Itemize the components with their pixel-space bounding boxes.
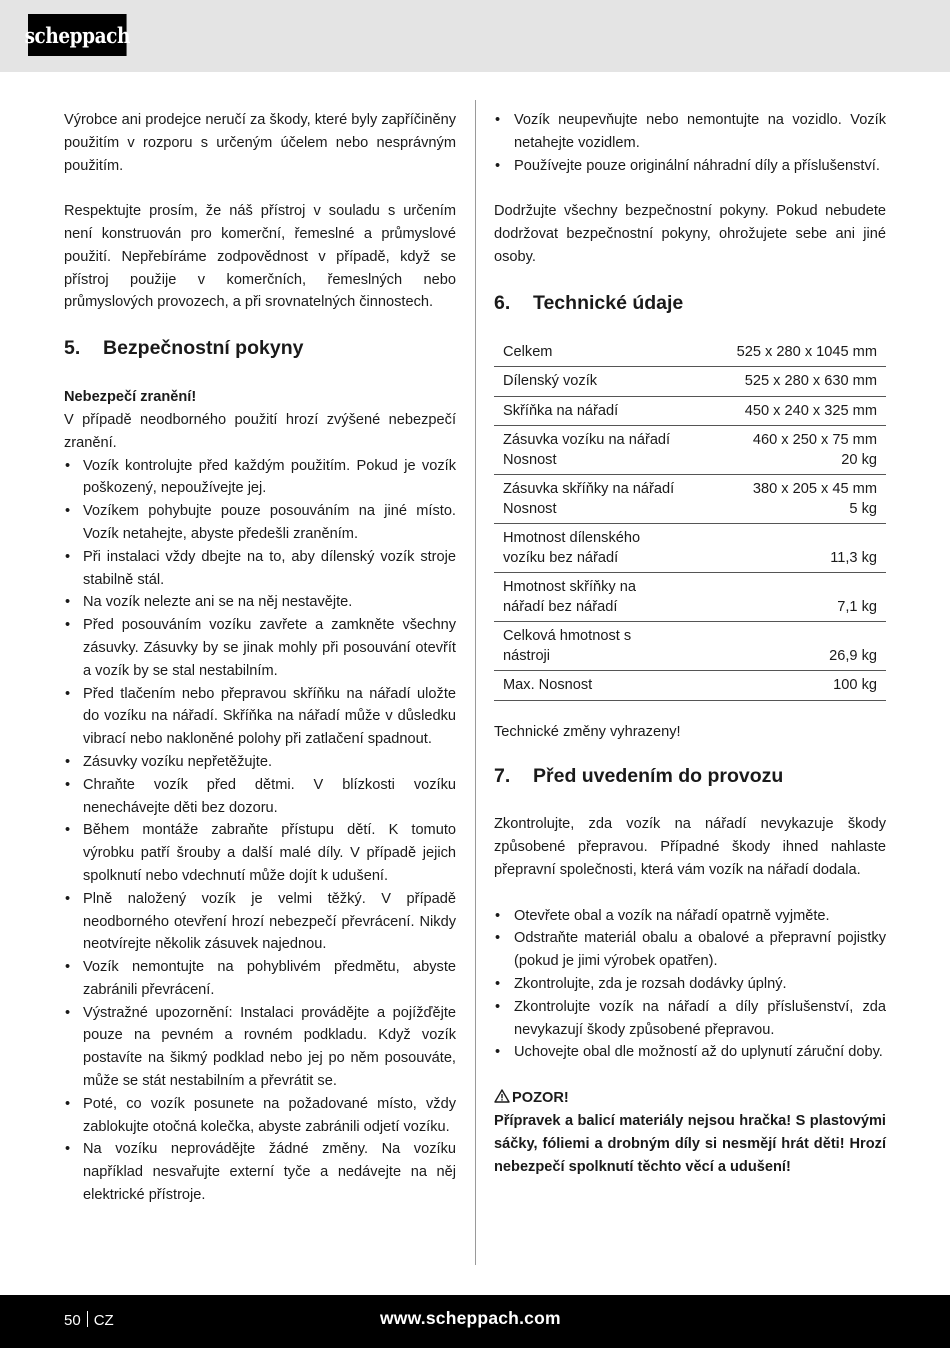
page-footer [0, 1295, 950, 1348]
spec-label-line: nářadí bez nářadí [503, 598, 618, 615]
table-row [494, 671, 886, 701]
list-item: • Na vozíku neprovádějte žádné změny. Na vozíku například nesvařujte externí tyče a nedávejte na něj elektrické přístroje. [64, 1138, 456, 1206]
section-number: 6. [494, 291, 511, 314]
website-link[interactable]: www.scheppach.com [380, 1308, 561, 1328]
list-item: • Poté, co vozík posunete na požadované místo, vždy zablokujte otočná kolečka, abyste zabránili odjetí vozíku. [64, 1093, 456, 1139]
section-title: Technické údaje [533, 291, 684, 314]
list-item: • Vozík neupevňujte nebo nemontujte na vozidlo. Vozík netahejte vozidlem. [494, 109, 886, 155]
spec-value-line: 11,3 kg [830, 549, 877, 566]
spec-label [494, 622, 707, 671]
list-item: • Používejte pouze originální náhradní díly a příslušenství. [494, 155, 886, 178]
safety-bullet-list-continued [494, 109, 886, 177]
spec-value [707, 671, 886, 701]
list-item: • Plně naložený vozík je velmi těžký. V případě neodborného otevření hrozí nebezpečí převrácení. Nikdy neotvírejte několik zásuvek najednou. [64, 888, 456, 956]
spec-value-line: 7,1 kg [837, 598, 877, 615]
spec-value [707, 475, 886, 524]
spec-value [707, 573, 886, 622]
spec-value [707, 524, 886, 573]
intended-use-paragraph: Respektujte prosím, že náš přístroj v souladu s určením není konstruován pro komerční, řemeslné a průmyslové použití. Nepřebíráme zodpovědnost v případě, když se přístroj použije v komerčních, řemeslných nebo průmyslových provozech, a při srovnatelných činnostech. [64, 203, 456, 311]
spec-label-line: Dílenský vozík [503, 373, 598, 390]
table-row [494, 475, 886, 524]
warning-triangle-icon [494, 1089, 510, 1103]
caution-heading [494, 1087, 886, 1110]
spec-value-line: 525 x 280 x 1045 mm [736, 343, 877, 360]
table-row [494, 396, 886, 426]
spec-value-line: 26,9 kg [829, 647, 877, 664]
danger-text: V případě neodborného použití hrozí zvýšené nebezpečí zranění. [64, 411, 456, 451]
spec-label [494, 338, 707, 367]
spec-value [707, 426, 886, 475]
list-item: • Odstraňte materiál obalu a obalové a přepravní pojistky (pokud je jimi výrobek opatřen). [494, 927, 886, 973]
spec-value-line: 460 x 250 x 75 mm [752, 432, 877, 449]
spec-label-line: Celkem [503, 343, 553, 360]
spec-value-line: 380 x 205 x 45 mm [752, 481, 877, 498]
right-column [494, 109, 886, 1178]
table-row [494, 338, 886, 367]
section-number: 7. [494, 765, 511, 788]
scheppach-logo: scheppach [28, 14, 127, 56]
list-item: • Před tlačením nebo přepravou skříňku na nářadí uložte do vozíku na nářadí. Skříňka na nářadí může v důsledku vibrací nebo nakloněné polohy při zatlačení spadnout. [64, 683, 456, 751]
list-item: • Uchovejte obal dle možností až do uplynutí záruční doby. [494, 1041, 886, 1064]
spec-label-line: Zásuvka skříňky na nářadí [503, 481, 675, 498]
page-number: 50 [64, 1312, 81, 1329]
spec-value [707, 338, 886, 367]
table-row [494, 524, 886, 573]
caution-title: POZOR! [512, 1090, 569, 1107]
spec-value [707, 367, 886, 397]
language-code: CZ [93, 1312, 114, 1329]
list-item: • Před posouváním vozíku zavřete a zamkněte všechny zásuvky. Zásuvky by se jinak mohly při posouvání otevřít a vozík by se stal nestabilním. [64, 614, 456, 682]
spec-label [494, 426, 707, 475]
spec-label-line: vozíku bez nářadí [503, 549, 619, 566]
unpacking-bullet-list [494, 905, 886, 1065]
technical-data-table [494, 338, 886, 701]
table-row [494, 622, 886, 671]
spec-label-line: Hmotnost skříňky na [503, 579, 637, 596]
spec-label-line: Nosnost [503, 500, 557, 517]
spec-label-line: Max. Nosnost [503, 677, 593, 694]
spec-label-line: Hmotnost dílenského [503, 530, 641, 547]
section-7-heading [494, 763, 886, 789]
spec-label [494, 396, 707, 426]
safety-bullet-list [64, 455, 456, 1207]
safety-compliance-paragraph: Dodržujte všechny bezpečnostní pokyny. Pokud nebudete dodržovat bezpečnostní pokyny, ohrožujete sebe ani jiné osoby. [494, 203, 886, 265]
spec-value-line: 5 kg [849, 500, 877, 517]
section-6-heading [494, 290, 886, 316]
spec-label [494, 524, 707, 573]
technical-changes-note: Technické změny vyhrazeny! [494, 723, 681, 740]
section-title: Před uvedením do provozu [533, 765, 784, 788]
spec-label-line: Skříňka na nářadí [503, 402, 619, 419]
list-item: • Vozík kontrolujte před každým použitím. Pokud je vozík poškozený, nepoužívejte jej. [64, 455, 456, 501]
list-item: • Zkontrolujte, zda je rozsah dodávky úplný. [494, 973, 886, 996]
spec-label-line: Nosnost [503, 451, 557, 468]
spec-label [494, 367, 707, 397]
section-number: 5. [64, 337, 81, 360]
list-item: • Zkontrolujte vozík na nářadí a díly příslušenství, zda nevykazují škody způsobené přepravou. [494, 996, 886, 1042]
danger-title: Nebezpečí zranění! [64, 389, 197, 406]
page-number-label [64, 1311, 114, 1329]
spec-value-line: 20 kg [841, 451, 877, 468]
column-divider [475, 100, 476, 1265]
section-5-heading [64, 335, 456, 361]
section-title: Bezpečnostní pokyny [103, 337, 304, 360]
spec-label-line: Celková hmotnost s [503, 628, 632, 645]
left-column [64, 109, 456, 1207]
list-item: • Výstražné upozornění: Instalaci provádějte a pojížďějte pouze na pevném a rovném podkladu. Když vozík postavíte na šikmý podklad nebo jej po něm posouváte, může se stát nestabilním a převrátit se. [64, 1002, 456, 1093]
spec-value-line: 450 x 240 x 325 mm [744, 402, 877, 419]
spec-label [494, 573, 707, 622]
list-item: • Na vozík nelezte ani se na něj nestavějte. [64, 591, 456, 614]
list-item: • Při instalaci vždy dbejte na to, aby dílenský vozík stroje stabilně stál. [64, 546, 456, 592]
table-row [494, 426, 886, 475]
spec-label-line: nástroji [503, 647, 551, 664]
list-item: • Chraňte vozík před dětmi. V blízkosti vozíku nenechávejte děti bez dozoru. [64, 774, 456, 820]
list-item: • Otevřete obal a vozík na nářadí opatrně vyjměte. [494, 905, 886, 928]
spec-label [494, 671, 707, 701]
table-row [494, 367, 886, 397]
list-item: • Vozík nemontujte na pohyblivém předmětu, abyste zabránili převrácení. [64, 956, 456, 1002]
page-header [0, 0, 950, 72]
liability-paragraph: Výrobce ani prodejce neručí za škody, které byly zapříčiněny použitím v rozporu s určeným účelem nebo nesprávným použitím. [64, 112, 456, 174]
spec-value [707, 396, 886, 426]
spec-value [707, 622, 886, 671]
transport-check-paragraph: Zkontrolujte, zda vozík na nářadí nevykazuje škody způsobené přepravou. Případné škody ihned nahlaste přepravní společnosti, která vám vozík na nářadí dodala. [494, 816, 886, 878]
table-row [494, 573, 886, 622]
spec-value-line: 100 kg [833, 677, 877, 694]
spec-label [494, 475, 707, 524]
list-item: • Zásuvky vozíku nepřetěžujte. [64, 751, 456, 774]
list-item: • Během montáže zabraňte přístupu dětí. K tomuto výrobku patří šrouby a další malé díly. V případě jejich spolknutí nebo vdechnutí může dojít k udušení. [64, 819, 456, 887]
spec-value-line: 525 x 280 x 630 mm [744, 373, 877, 390]
spec-label-line: Zásuvka vozíku na nářadí [503, 432, 671, 449]
caution-text: Přípravek a balicí materiály nejsou hračka! S plastovými sáčky, fóliemi a drobným díly si nesmějí hrát děti! Hrozí nebezpečí spolknutí těchto věcí a udušení! [494, 1112, 886, 1175]
list-item: • Vozíkem pohybujte pouze posouváním na jiné místo. Vozík netahejte, abyste předešli zraněním. [64, 500, 456, 546]
